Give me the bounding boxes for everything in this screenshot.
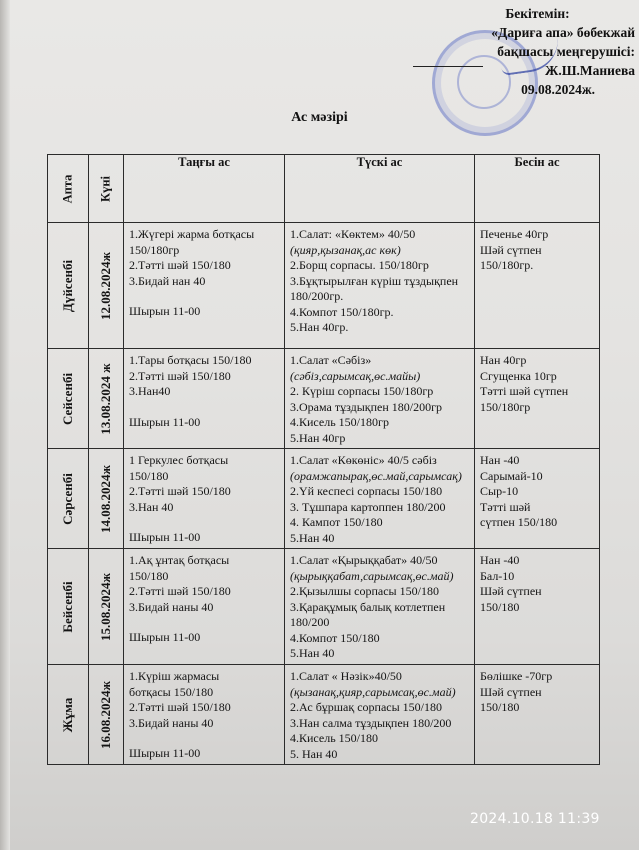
lunch-line: 1.Салат «Сәбіз» — [290, 353, 372, 367]
breakfast-line: Шырын 11-00 — [129, 630, 201, 644]
lunch-line: 4.Компот 150/180гр. — [290, 304, 394, 319]
breakfast-line: 1 Геркулес ботқасы — [129, 453, 229, 467]
weekday-cell: Бейсенбі — [48, 549, 89, 665]
breakfast-line — [129, 515, 281, 530]
breakfast-line: 3.Бидай нан 40 — [129, 273, 206, 288]
lunch-line: 180/200гр. — [290, 289, 344, 303]
snack-line: Нан -40 — [480, 553, 520, 567]
breakfast-line — [129, 731, 281, 746]
lunch-line: 5.Нан 40гр. — [290, 320, 349, 334]
snack-cell — [475, 549, 600, 665]
lunch-line: 1.Салат « Нәзік»40/50 — [290, 669, 402, 683]
header-lunch: Түскі ас — [285, 155, 475, 223]
snack-line: Тәтті шәй — [480, 499, 531, 514]
snack-line: Бөлішке -70гр — [480, 669, 553, 683]
breakfast-line: 2.Тәтті шәй 150/180 — [129, 584, 231, 598]
date-cell: 12.08.2024ж — [89, 223, 124, 349]
breakfast-line: 150/180гр — [129, 242, 180, 257]
lunch-line: 1.Салат «Қырыққабат» 40/50 — [290, 553, 438, 567]
approval-line-4: Ж.Ш.Маниева — [544, 63, 635, 78]
snack-line: Тәтті шәй сүтпен — [480, 384, 569, 398]
breakfast-line: 2.Тәтті шәй 150/180 — [129, 258, 231, 272]
breakfast-line: Шырын 11-00 — [129, 530, 201, 544]
snack-line: 150/180гр. — [480, 258, 534, 272]
page-edge-shadow — [0, 0, 10, 850]
breakfast-line: ботқасы 150/180 — [129, 684, 214, 699]
weekday-cell: Сейсенбі — [48, 349, 89, 449]
date-cell: 15.08.2024ж — [89, 549, 124, 665]
breakfast-line — [129, 289, 281, 304]
header-week: Апта — [48, 155, 89, 223]
breakfast-line: 3.Бидай наны 40 — [129, 715, 214, 730]
breakfast-line: 2.Тәтті шәй 150/180 — [129, 700, 231, 714]
weekday-cell: Дүйсенбі — [48, 223, 89, 349]
table-row — [48, 449, 600, 549]
weekday-cell: Жұма — [48, 665, 89, 765]
snack-line: 150/180 — [480, 599, 520, 614]
photo-timestamp: 2024.10.18 11:39 — [470, 811, 600, 827]
table-row — [48, 349, 600, 449]
breakfast-line: 2.Тәтті шәй 150/180 — [129, 368, 231, 383]
snack-line: Бал-10 — [480, 568, 515, 583]
lunch-line: 4.Кисель 150/180гр — [290, 415, 389, 429]
breakfast-line — [129, 400, 281, 415]
breakfast-line — [129, 615, 281, 630]
breakfast-line: 3.Нан 40 — [129, 499, 174, 514]
snack-line: Нан -40 — [480, 453, 520, 467]
lunch-line: 180/200 — [290, 615, 330, 629]
lunch-line: 2.Қызылшы сорпасы 150/180 — [290, 584, 439, 598]
table-row — [48, 665, 600, 765]
breakfast-line: 1.Тары ботқасы 150/180 — [129, 353, 252, 367]
snack-cell — [475, 349, 600, 449]
breakfast-line: 2.Тәтті шәй 150/180 — [129, 484, 231, 498]
breakfast-line: 1.Жүгері жарма ботқасы — [129, 227, 255, 241]
breakfast-line: Шырын 11-00 — [129, 746, 201, 760]
lunch-line: 3.Нан салма тұздықпен 180/200 — [290, 715, 452, 730]
snack-cell — [475, 449, 600, 549]
lunch-line: 2.Ас бұршақ сорпасы 150/180 — [290, 700, 442, 714]
lunch-line: 4.Кисель 150/180 — [290, 731, 379, 745]
breakfast-cell — [124, 449, 285, 549]
lunch-line: 5.Нан 40гр — [290, 430, 346, 445]
snack-line: Нан 40гр — [480, 353, 527, 367]
snack-cell — [475, 223, 600, 349]
table-header-row — [48, 155, 600, 223]
breakfast-line: 1.Күріш жармасы — [129, 669, 220, 683]
lunch-cell — [285, 665, 475, 765]
breakfast-line: 3.Бидай наны 40 — [129, 599, 214, 614]
snack-line: Печенье 40гр — [480, 227, 549, 241]
lunch-line: 1.Салат: «Көктем» 40/50 — [290, 227, 416, 241]
lunch-line: 4.Компот 150/180 — [290, 630, 380, 645]
breakfast-cell — [124, 349, 285, 449]
lunch-line: 5.Нан 40 — [290, 530, 335, 545]
lunch-cell — [285, 549, 475, 665]
breakfast-line: Шырын 11-00 — [129, 304, 201, 318]
date-cell: 16.08.2024ж — [89, 665, 124, 765]
lunch-line: 3.Орама тұздықпен 180/200гр — [290, 399, 443, 414]
breakfast-line: 150/180 — [129, 468, 169, 483]
breakfast-cell — [124, 223, 285, 349]
menu-table — [47, 154, 600, 765]
lunch-line: 2.Борщ сорпасы. 150/180гр — [290, 258, 429, 272]
breakfast-line: 150/180 — [129, 568, 169, 583]
date-cell: 13.08.2024 ж — [89, 349, 124, 449]
snack-line: сүтпен 150/180 — [480, 515, 558, 529]
approval-date: 09.08.2024ж. — [521, 82, 595, 97]
table-row — [48, 549, 600, 665]
lunch-line: 3. Тұшпара картоппен 180/200 — [290, 499, 446, 514]
breakfast-line: Шырын 11-00 — [129, 414, 201, 429]
snack-line: Шәй сүтпен — [480, 584, 542, 598]
lunch-line: (сәбіз,сарымсақ,өс.майы) — [290, 368, 421, 383]
lunch-cell — [285, 223, 475, 349]
lunch-line: (орамжапырақ,өс.май,сарымсақ) — [290, 468, 462, 483]
breakfast-line: 1.Ақ ұнтақ ботқасы — [129, 553, 230, 567]
snack-line: Сгущенка 10гр — [480, 368, 557, 383]
page-title: Ас мәзірі — [291, 110, 348, 125]
snack-line: Сыр-10 — [480, 484, 519, 498]
lunch-line: 3.Бұқтырылған күріш тұздықпен — [290, 273, 459, 288]
weekday-cell: Сәрсенбі — [48, 449, 89, 549]
approval-line-1: Бекітемін: — [505, 6, 570, 21]
lunch-line: 5.Нан 40 — [290, 646, 335, 660]
header-snack: Бесін ас — [475, 155, 600, 223]
header-breakfast: Таңғы ас — [124, 155, 285, 223]
date-cell: 14.08.2024ж — [89, 449, 124, 549]
header-day: Күні — [89, 155, 124, 223]
lunch-line: 5. Нан 40 — [290, 746, 338, 761]
lunch-line: 2. Күріш сорпасы 150/180гр — [290, 384, 434, 398]
approval-line-2: «Дариға апа» бөбекжай — [491, 25, 635, 40]
lunch-line: 1.Салат «Көкөніс» 40/5 сәбіз — [290, 453, 437, 467]
approval-line-3: бақшасы меңгерушісі: — [497, 44, 635, 59]
lunch-cell — [285, 349, 475, 449]
lunch-line: 3.Қарақұмық балық котлетпен — [290, 599, 446, 614]
snack-line: Шәй сүтпен — [480, 684, 542, 699]
snack-line: 150/180гр — [480, 399, 531, 414]
breakfast-cell — [124, 665, 285, 765]
approval-block — [420, 4, 635, 99]
lunch-line: 2.Үй кеспесі сорпасы 150/180 — [290, 484, 443, 498]
snack-line: Сарымай-10 — [480, 468, 543, 483]
lunch-cell — [285, 449, 475, 549]
table-row — [48, 223, 600, 349]
lunch-line: 4. Кампот 150/180 — [290, 515, 383, 529]
snack-line: 150/180 — [480, 700, 520, 714]
lunch-line: (қырыққабат,сарымсақ,өс.май) — [290, 568, 454, 583]
breakfast-cell — [124, 549, 285, 665]
snack-cell — [475, 665, 600, 765]
lunch-line: (қияр,қызанақ,ас көк) — [290, 242, 401, 257]
breakfast-line: 3.Нан40 — [129, 384, 171, 398]
lunch-line: (қызанақ,қияр,сарымсақ,өс.май) — [290, 684, 456, 699]
snack-line: Шәй сүтпен — [480, 242, 542, 257]
